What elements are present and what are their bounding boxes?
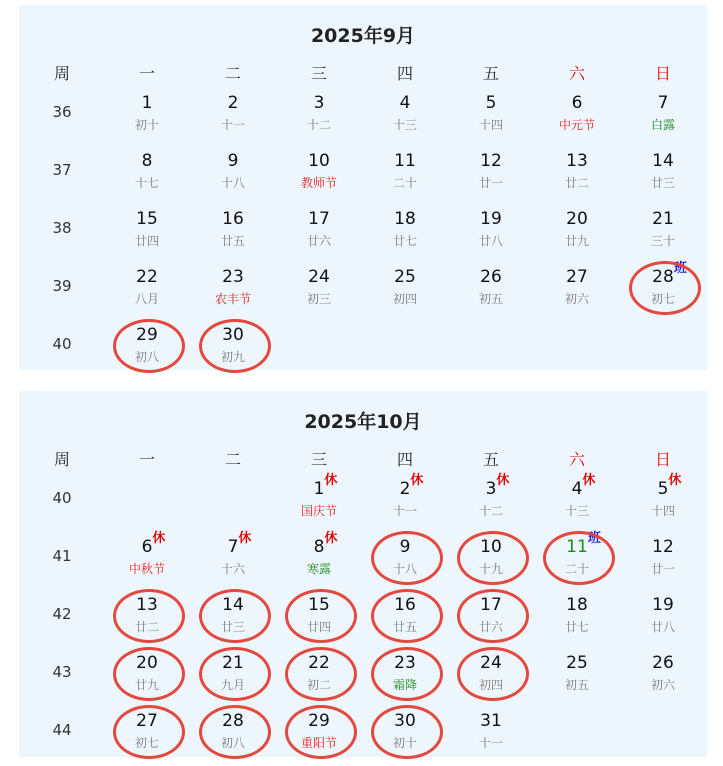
day-number <box>449 209 533 229</box>
day-number <box>105 209 189 229</box>
day-number-text: 25 <box>566 653 588 673</box>
week-number: 36 <box>52 103 72 121</box>
highlight-circle <box>371 705 443 759</box>
day-number-text: 23 <box>222 267 244 287</box>
lunar-label: 二十 <box>392 176 417 190</box>
week-number: 43 <box>52 663 72 681</box>
lunar-label: 初七 <box>134 736 159 750</box>
day-number-text: 12 <box>480 151 502 171</box>
lunar-label: 廿二 <box>564 176 589 190</box>
weekday-header: 日 <box>654 450 671 469</box>
day-number <box>535 209 619 229</box>
week-number: 41 <box>52 547 72 565</box>
day-number-text: 22 <box>308 653 330 673</box>
week-header: 周 <box>53 64 70 83</box>
day-number-text: 7 <box>657 93 669 113</box>
day-number <box>105 267 189 287</box>
lunar-label: 初六 <box>650 678 675 692</box>
day-number-text: 21 <box>222 653 244 673</box>
day-number <box>621 151 705 171</box>
day-cell[interactable] <box>363 209 447 250</box>
lunar-label: 初八 <box>220 736 245 750</box>
day-number <box>621 537 705 557</box>
lunar-label: 廿一 <box>650 562 675 576</box>
day-cell[interactable] <box>449 473 533 520</box>
week-number: 38 <box>52 219 72 237</box>
day-number-text: 10 <box>308 151 330 171</box>
day-number-text: 5 休 <box>657 473 682 499</box>
lunar-label: 初八 <box>134 350 159 364</box>
day-number-text: 16 <box>394 595 416 615</box>
lunar-label: 廿六 <box>478 620 503 634</box>
day-number-text: 12 <box>652 537 674 557</box>
day-cell[interactable] <box>535 267 619 308</box>
day-cell[interactable] <box>535 93 619 134</box>
lunar-label: 十八 <box>392 562 417 576</box>
lunar-label: 廿八 <box>650 620 675 634</box>
lunar-label: 十四 <box>650 504 675 518</box>
day-number-text: 9 <box>227 151 239 171</box>
lunar-label: 廿九 <box>564 234 589 248</box>
day-number-text: 9 <box>399 537 411 557</box>
lunar-label: 廿六 <box>306 234 331 248</box>
lunar-label: 教师节 <box>300 176 337 190</box>
day-cell[interactable] <box>621 595 705 636</box>
day-cell[interactable] <box>191 209 275 250</box>
highlight-circle <box>543 531 615 585</box>
week-number: 42 <box>52 605 72 623</box>
highlight-circle <box>629 261 701 315</box>
lunar-label: 初十 <box>392 736 417 750</box>
day-number-text: 27 <box>566 267 588 287</box>
lunar-label: 廿四 <box>134 234 159 248</box>
weekday-header: 二 <box>224 450 241 469</box>
lunar-label: 廿七 <box>564 620 589 634</box>
weekday-header: 四 <box>396 64 413 83</box>
day-cell[interactable] <box>449 267 533 308</box>
lunar-label: 国庆节 <box>300 504 337 518</box>
day-cell[interactable] <box>363 151 447 192</box>
day-number <box>621 653 705 673</box>
day-cell[interactable] <box>105 531 189 578</box>
day-number <box>191 531 275 557</box>
day-number <box>535 93 619 113</box>
day-cell[interactable] <box>277 93 361 134</box>
day-number-text: 17 <box>308 209 330 229</box>
workday-badge: 班 <box>587 531 601 546</box>
day-number-text: 26 <box>480 267 502 287</box>
holiday-badge: 休 <box>324 473 338 488</box>
day-number <box>449 711 533 731</box>
day-number-text: 2 休 <box>399 473 424 499</box>
day-cell[interactable] <box>535 209 619 250</box>
lunar-label: 廿二 <box>134 620 159 634</box>
lunar-label: 廿三 <box>650 176 675 190</box>
lunar-label: 初九 <box>220 350 245 364</box>
day-cell[interactable] <box>621 151 705 192</box>
holiday-badge: 休 <box>238 531 252 546</box>
day-number-text: 1 休 <box>313 473 338 499</box>
day-number <box>105 151 189 171</box>
highlight-circle <box>457 531 529 585</box>
day-cell[interactable] <box>191 151 275 192</box>
day-number <box>363 151 447 171</box>
day-number <box>363 267 447 287</box>
lunar-label: 十一 <box>478 736 503 750</box>
day-cell[interactable] <box>277 531 361 578</box>
lunar-label: 廿五 <box>220 234 245 248</box>
day-number-text: 29 <box>308 711 330 731</box>
day-number-text: 19 <box>652 595 674 615</box>
day-cell[interactable] <box>535 151 619 192</box>
day-cell[interactable] <box>363 473 447 520</box>
highlight-circle <box>113 589 185 643</box>
day-cell[interactable] <box>191 93 275 134</box>
day-number-text: 24 <box>308 267 330 287</box>
day-number-text: 1 <box>141 93 153 113</box>
day-number <box>191 209 275 229</box>
lunar-label: 廿八 <box>478 234 503 248</box>
lunar-label: 十七 <box>134 176 159 190</box>
lunar-label: 十三 <box>564 504 589 518</box>
highlight-circle <box>285 705 357 759</box>
day-number-text: 14 <box>222 595 244 615</box>
day-number <box>363 93 447 113</box>
day-cell[interactable] <box>449 711 533 752</box>
day-cell[interactable] <box>621 93 705 134</box>
workday-badge: 班 <box>673 261 687 276</box>
weekday-header: 四 <box>396 450 413 469</box>
weekday-header: 三 <box>310 64 327 83</box>
day-number-text: 30 <box>222 325 244 345</box>
day-number <box>449 93 533 113</box>
lunar-label: 廿五 <box>392 620 417 634</box>
week-number: 40 <box>52 489 72 507</box>
weekday-header: 一 <box>138 450 155 469</box>
lunar-label: 二十 <box>564 562 589 576</box>
day-cell[interactable] <box>621 653 705 694</box>
lunar-label: 廿七 <box>392 234 417 248</box>
lunar-label: 十八 <box>220 176 245 190</box>
weekday-header: 二 <box>224 64 241 83</box>
highlight-circle <box>457 589 529 643</box>
day-number-text: 20 <box>136 653 158 673</box>
day-number-text: 8 <box>141 151 153 171</box>
day-number-text: 3 <box>313 93 325 113</box>
day-number <box>621 209 705 229</box>
holiday-badge: 休 <box>410 473 424 488</box>
lunar-label: 初七 <box>650 292 675 306</box>
day-number <box>277 151 361 171</box>
day-number-text: 15 <box>136 209 158 229</box>
lunar-label: 十九 <box>478 562 503 576</box>
day-number <box>191 267 275 287</box>
week-number: 37 <box>52 161 72 179</box>
day-number-text: 6 休 <box>141 531 166 557</box>
week-number: 44 <box>52 721 72 739</box>
day-number <box>363 209 447 229</box>
day-number <box>535 267 619 287</box>
day-number-text: 19 <box>480 209 502 229</box>
day-number-text: 7 休 <box>227 531 252 557</box>
lunar-label: 白露 <box>650 118 675 132</box>
day-cell[interactable] <box>449 209 533 250</box>
day-number <box>277 531 361 557</box>
holiday-badge: 休 <box>496 473 510 488</box>
day-number-text: 10 <box>480 537 502 557</box>
lunar-label: 中元节 <box>558 118 595 132</box>
day-number-text: 14 <box>652 151 674 171</box>
lunar-label: 十四 <box>478 118 503 132</box>
day-cell[interactable] <box>105 151 189 192</box>
day-cell[interactable] <box>449 93 533 134</box>
lunar-label: 十二 <box>478 504 503 518</box>
highlight-circle <box>285 647 357 701</box>
day-cell[interactable] <box>105 267 189 308</box>
lunar-label: 初四 <box>478 678 503 692</box>
day-number <box>535 473 619 499</box>
day-number <box>105 531 189 557</box>
day-number-text: 13 <box>566 151 588 171</box>
day-number-text: 13 <box>136 595 158 615</box>
lunar-label: 十六 <box>220 562 245 576</box>
day-number <box>277 267 361 287</box>
day-number-text: 31 <box>480 711 502 731</box>
lunar-label: 三十 <box>650 234 675 248</box>
day-number-text: 27 <box>136 711 158 731</box>
lunar-label: 初六 <box>564 292 589 306</box>
week-number: 39 <box>52 277 72 295</box>
day-cell[interactable] <box>105 209 189 250</box>
lunar-label: 中秋节 <box>128 562 165 576</box>
day-number-text: 28 <box>222 711 244 731</box>
day-number <box>621 473 705 499</box>
day-number-text: 3 休 <box>485 473 510 499</box>
day-number-text: 17 <box>480 595 502 615</box>
lunar-label: 初十 <box>134 118 159 132</box>
highlight-circle <box>285 589 357 643</box>
day-number-text: 29 <box>136 325 158 345</box>
day-number-text: 25 <box>394 267 416 287</box>
lunar-label: 霜降 <box>392 678 417 692</box>
lunar-label: 十三 <box>392 118 417 132</box>
day-cell[interactable] <box>535 473 619 520</box>
weekday-header: 五 <box>482 450 499 469</box>
highlight-circle <box>199 647 271 701</box>
month-title: 2025年10月 <box>304 411 422 433</box>
highlight-circle <box>199 705 271 759</box>
day-number-text: 18 <box>394 209 416 229</box>
weekday-header: 五 <box>482 64 499 83</box>
day-number <box>621 595 705 615</box>
day-cell[interactable] <box>277 151 361 192</box>
day-number <box>191 151 275 171</box>
lunar-label: 初三 <box>306 292 331 306</box>
holiday-badge: 休 <box>152 531 166 546</box>
day-number <box>535 151 619 171</box>
day-number <box>105 93 189 113</box>
day-number-text: 28 班 <box>652 261 687 287</box>
day-number <box>449 473 533 499</box>
lunar-label: 初五 <box>478 292 503 306</box>
day-number-text: 26 <box>652 653 674 673</box>
day-number-text: 4 休 <box>571 473 596 499</box>
weekday-header: 日 <box>654 64 671 83</box>
week-number: 40 <box>52 335 72 353</box>
holiday-badge: 休 <box>324 531 338 546</box>
day-number-text: 18 <box>566 595 588 615</box>
week-header: 周 <box>53 450 70 469</box>
day-number <box>277 473 361 499</box>
day-number <box>449 267 533 287</box>
day-number-text: 11 班 <box>566 531 601 557</box>
lunar-label: 初四 <box>392 292 417 306</box>
day-number-text: 16 <box>222 209 244 229</box>
day-number-text: 30 <box>394 711 416 731</box>
lunar-label: 廿三 <box>220 620 245 634</box>
day-number <box>191 93 275 113</box>
day-number-text: 22 <box>136 267 158 287</box>
lunar-label: 初五 <box>564 678 589 692</box>
weekday-header: 三 <box>310 450 327 469</box>
lunar-label: 廿一 <box>478 176 503 190</box>
highlight-circle <box>371 647 443 701</box>
lunar-label: 初二 <box>306 678 331 692</box>
highlight-circle <box>371 531 443 585</box>
highlight-circle <box>199 589 271 643</box>
lunar-label: 农丰节 <box>214 292 251 306</box>
day-cell[interactable] <box>621 209 705 250</box>
day-number-text: 15 <box>308 595 330 615</box>
highlight-circle <box>113 647 185 701</box>
day-cell[interactable] <box>105 93 189 134</box>
lunar-label: 十二 <box>306 118 331 132</box>
holiday-badge: 休 <box>582 473 596 488</box>
day-cell[interactable] <box>449 151 533 192</box>
day-number <box>449 151 533 171</box>
day-number-text: 20 <box>566 209 588 229</box>
weekday-header: 一 <box>138 64 155 83</box>
day-number <box>277 209 361 229</box>
lunar-label: 十一 <box>392 504 417 518</box>
weekday-header: 六 <box>568 64 585 83</box>
lunar-label: 廿四 <box>306 620 331 634</box>
day-number <box>535 653 619 673</box>
calendar-september <box>19 5 707 370</box>
weekday-header: 六 <box>568 450 585 469</box>
highlight-circle <box>113 705 185 759</box>
lunar-label: 廿九 <box>134 678 159 692</box>
lunar-label: 十一 <box>220 118 245 132</box>
highlight-circle <box>113 319 185 373</box>
day-number-text: 23 <box>394 653 416 673</box>
day-cell[interactable] <box>191 531 275 578</box>
lunar-label: 寒露 <box>306 562 331 576</box>
day-number-text: 11 <box>394 151 416 171</box>
day-number-text: 21 <box>652 209 674 229</box>
day-cell[interactable] <box>535 595 619 636</box>
day-cell[interactable] <box>363 267 447 308</box>
day-number <box>621 93 705 113</box>
day-number-text: 8 休 <box>313 531 338 557</box>
day-cell[interactable] <box>621 537 705 578</box>
day-number-text: 6 <box>571 93 583 113</box>
day-cell[interactable] <box>277 473 361 520</box>
highlight-circle <box>199 319 271 373</box>
day-cell[interactable] <box>277 209 361 250</box>
lunar-label: 八月 <box>134 292 159 306</box>
day-number <box>363 473 447 499</box>
lunar-label: 重阳节 <box>300 736 337 750</box>
day-number-text: 24 <box>480 653 502 673</box>
lunar-label: 九月 <box>220 678 245 692</box>
holiday-badge: 休 <box>668 473 682 488</box>
day-number <box>535 595 619 615</box>
month-title: 2025年9月 <box>310 25 416 47</box>
day-cell[interactable] <box>277 267 361 308</box>
calendar-october <box>19 391 707 757</box>
highlight-circle <box>371 589 443 643</box>
day-number-text: 4 <box>399 93 411 113</box>
day-number-text: 2 <box>227 93 239 113</box>
day-cell[interactable] <box>621 473 705 520</box>
day-cell[interactable] <box>363 93 447 134</box>
day-cell[interactable] <box>535 653 619 694</box>
day-cell[interactable] <box>191 267 275 308</box>
day-number-text: 5 <box>485 93 497 113</box>
highlight-circle <box>457 647 529 701</box>
day-number <box>277 93 361 113</box>
